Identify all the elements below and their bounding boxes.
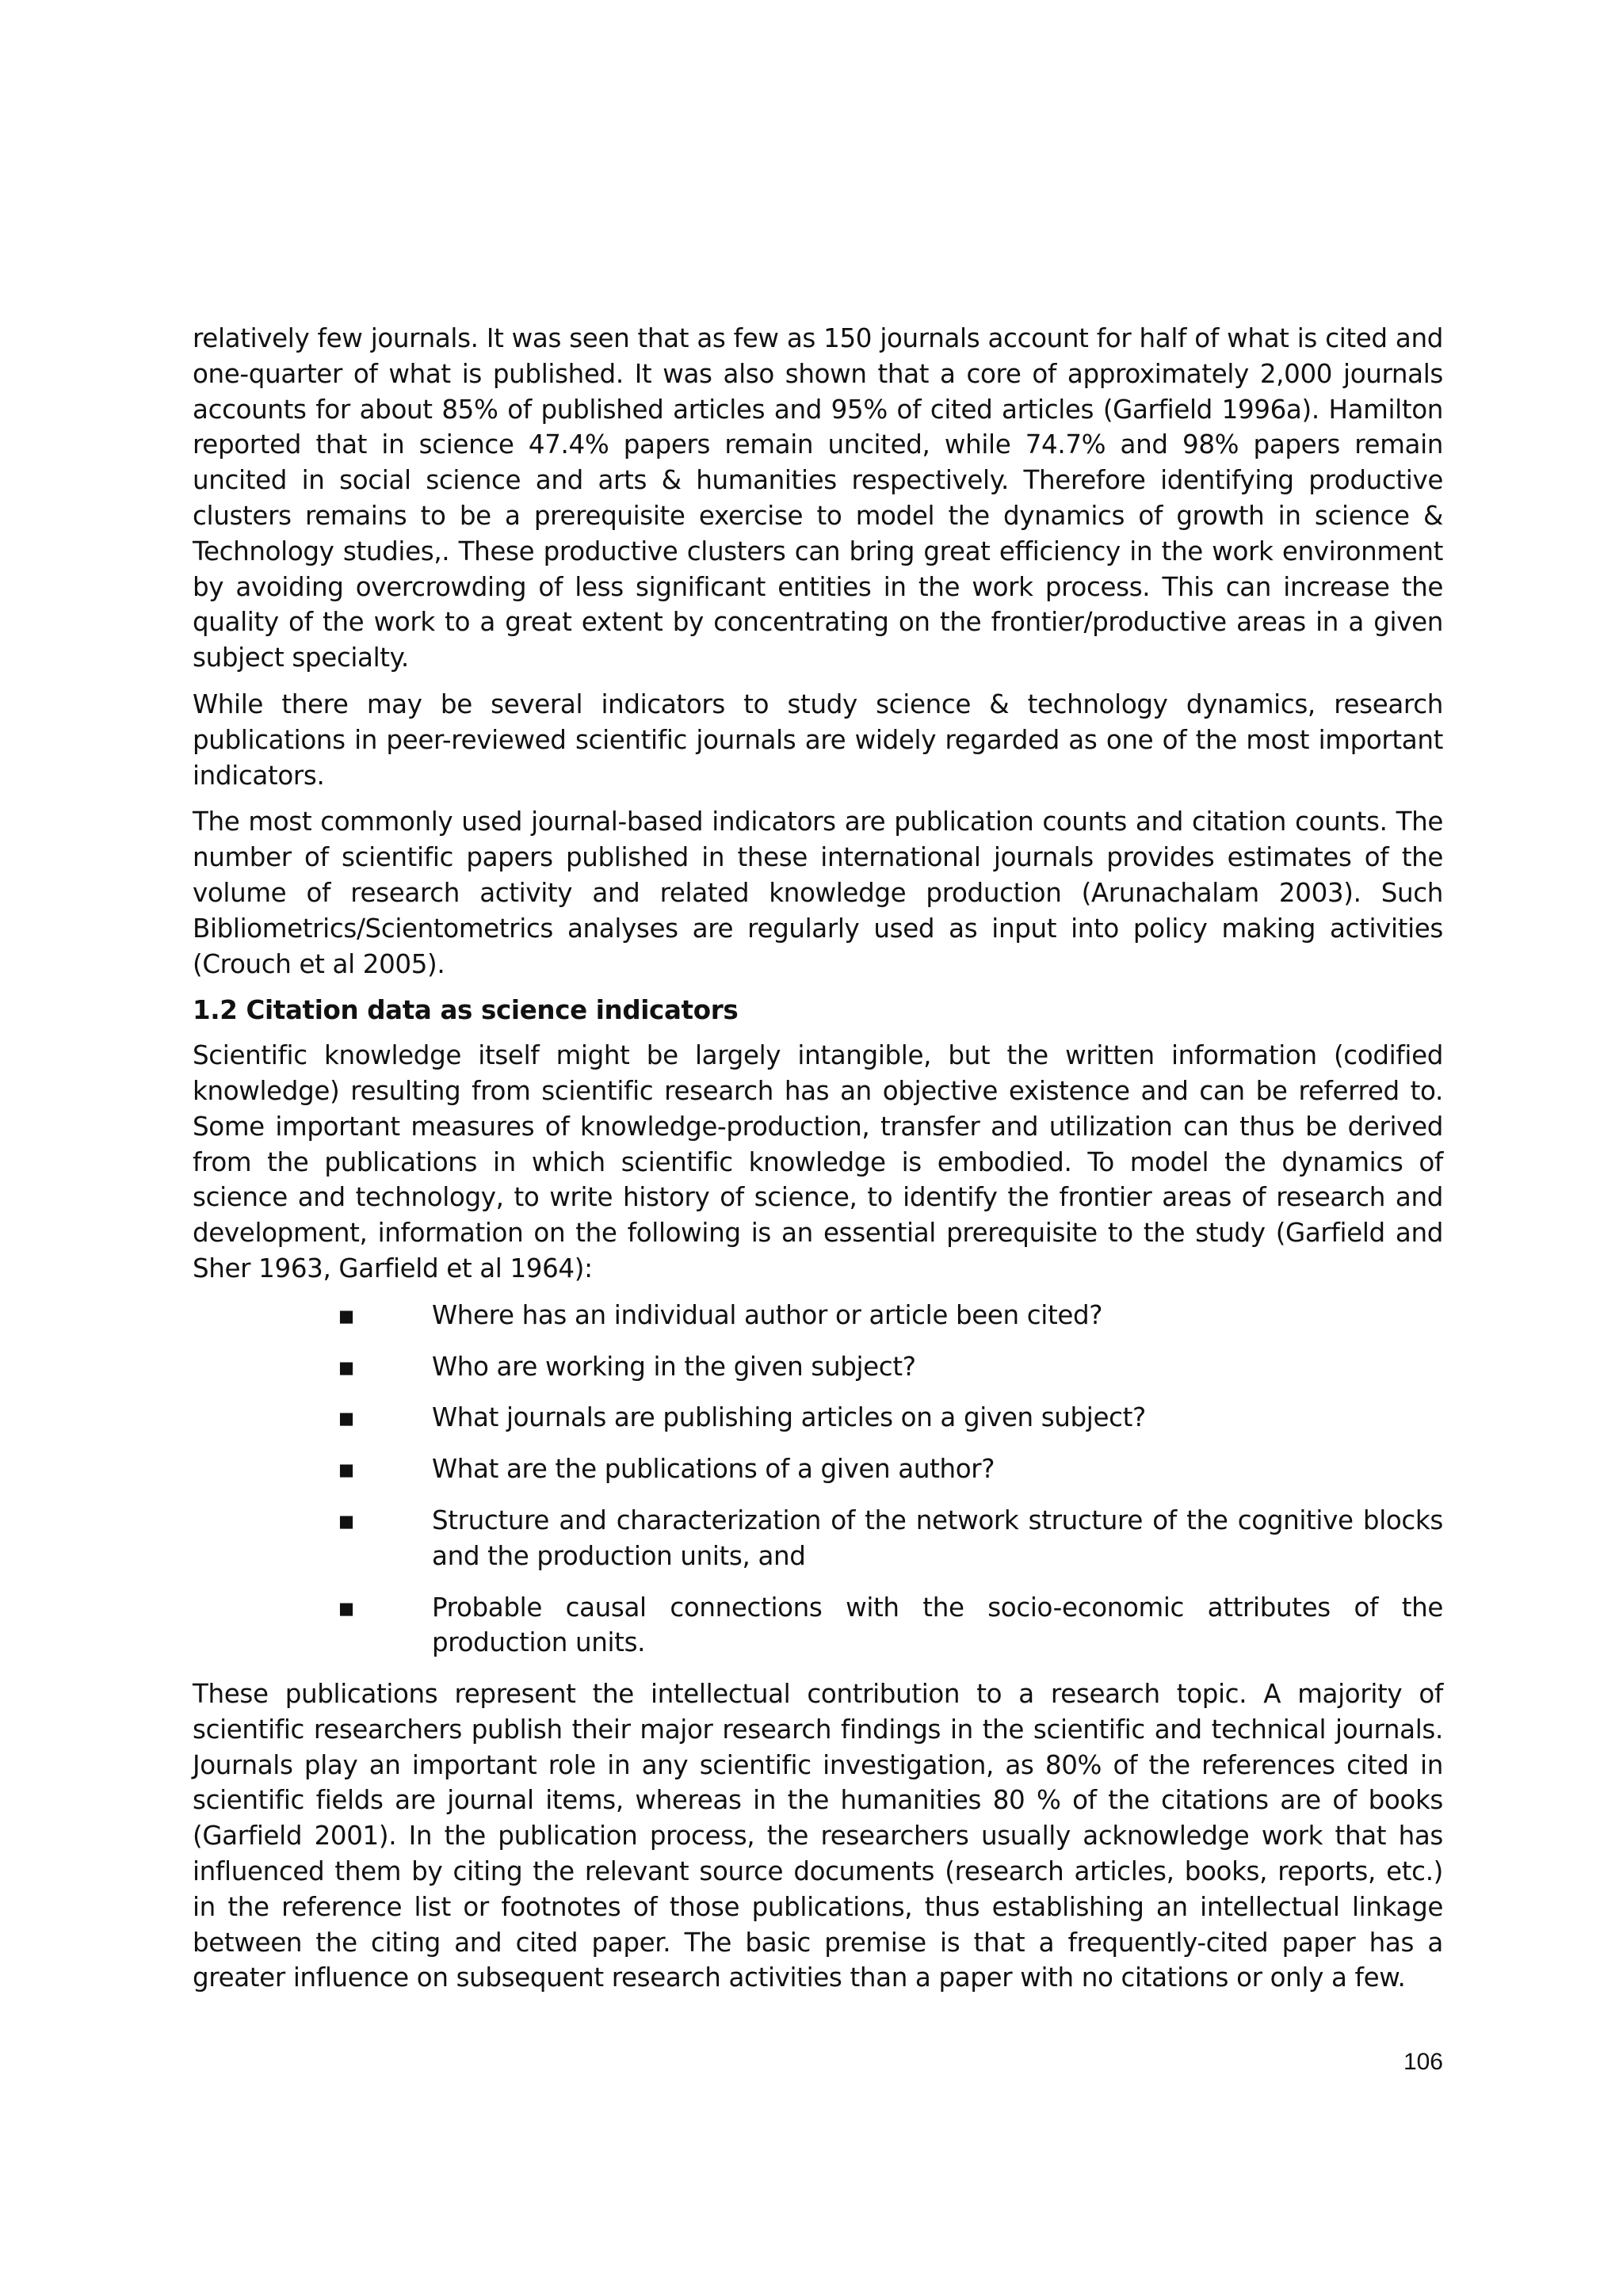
square-bullet-icon: ▪ <box>338 1505 355 1535</box>
prerequisite-list <box>193 1298 1443 1661</box>
list-item-text: Structure and characterization of the network structure of the cognitive blocks and the production units, and <box>432 1505 1443 1571</box>
list-item <box>193 1451 1443 1487</box>
section-heading: 1.2 Citation data as science indicators <box>193 995 739 1026</box>
paragraph-journal-based-indicators: The most commonly used journal-based indicators are publication counts and citation counts. The number of scientific papers published in these international journals provides estimates of the volume of research activity and related knowledge production (Arunachalam 2003). Such Bibliometrics/Scientometrics analyses are regularly used as input into policy making activities (Crouch et al 2005). <box>193 807 1443 979</box>
list-item <box>193 1298 1443 1333</box>
square-bullet-icon: ▪ <box>338 1351 355 1382</box>
paragraph-indicators: While there may be several indicators to study science & technology dynamics, research publications in peer-reviewed scientific journals are widely regarded as one of the most important indicators. <box>193 688 1443 791</box>
list-item-text: Where has an individual author or article been cited? <box>432 1299 1103 1330</box>
paragraph-journal-concentration: relatively few journals. It was seen that as few as 150 journals account for half of what is cited and one-quarter of what is published. It was also shown that a core of approximately 2,000 journals accounts for about 85% of published articles and 95% of cited articles (Garfield 1996a). Hamilton reported that in science 47.4% papers remain uncited, while 74.7% and 98% papers remain uncited in social science and arts & humanities respectively. Therefore identifying productive clusters remains to be a prerequisite exercise to model the dynamics of growth in science & Technology studies,. These productive clusters can bring great efficiency in the work environment by avoiding overcrowding of less significant entities in the work process. This can increase the quality of the work to a great extent by concentrating on the frontier/productive areas in a given subject specialty. <box>193 323 1443 673</box>
list-item-text: Who are working in the given subject? <box>432 1351 916 1382</box>
list-item <box>193 1349 1443 1385</box>
list-item-text: What are the publications of a given author? <box>432 1454 995 1485</box>
square-bullet-icon: ▪ <box>338 1592 355 1623</box>
document-page <box>193 321 1443 2007</box>
square-bullet-icon: ▪ <box>338 1454 355 1485</box>
page-number: 106 <box>1403 2049 1443 2075</box>
list-item <box>193 1400 1443 1436</box>
list-item-text: Probable causal connections with the socio-economic attributes of the production units. <box>432 1592 1443 1658</box>
square-bullet-icon: ▪ <box>338 1402 355 1433</box>
list-item-text: What journals are publishing articles on a given subject? <box>432 1402 1146 1433</box>
square-bullet-icon: ▪ <box>338 1299 355 1330</box>
paragraph-section-intro: Scientific knowledge itself might be largely intangible, but the written information (codified knowledge) resulting from scientific research has an objective existence and can be referred to. Some important measures of knowledge-production, transfer and utilization can thus be derived from the publications in which scientific knowledge is embodied. To model the dynamics of science and technology, to write history of science, to identify the frontier areas of research and development, information on the following is an essential prerequisite to the study (Garfield and Sher 1963, Garfield et al 1964): <box>193 1040 1443 1283</box>
list-item <box>193 1590 1443 1661</box>
paragraph-publications: These publications represent the intellectual contribution to a research topic. A majority of scientific researchers publish their major research findings in the scientific and technical journals. Journals play an important role in any scientific investigation, as 80% of the references cited in scientific fields are journal items, whereas in the humanities 80 % of the citations are of books (Garfield 2001). In the publication process, the researchers usually acknowledge work that has influenced them by citing the relevant source documents (research articles, books, reports, etc.) in the reference list or footnotes of those publications, thus establishing an intellectual linkage between the citing and cited paper. The basic premise is that a frequently-cited paper has a greater influence on subsequent research activities than a paper with no citations or only a few. <box>193 1679 1443 1993</box>
list-item <box>193 1503 1443 1574</box>
